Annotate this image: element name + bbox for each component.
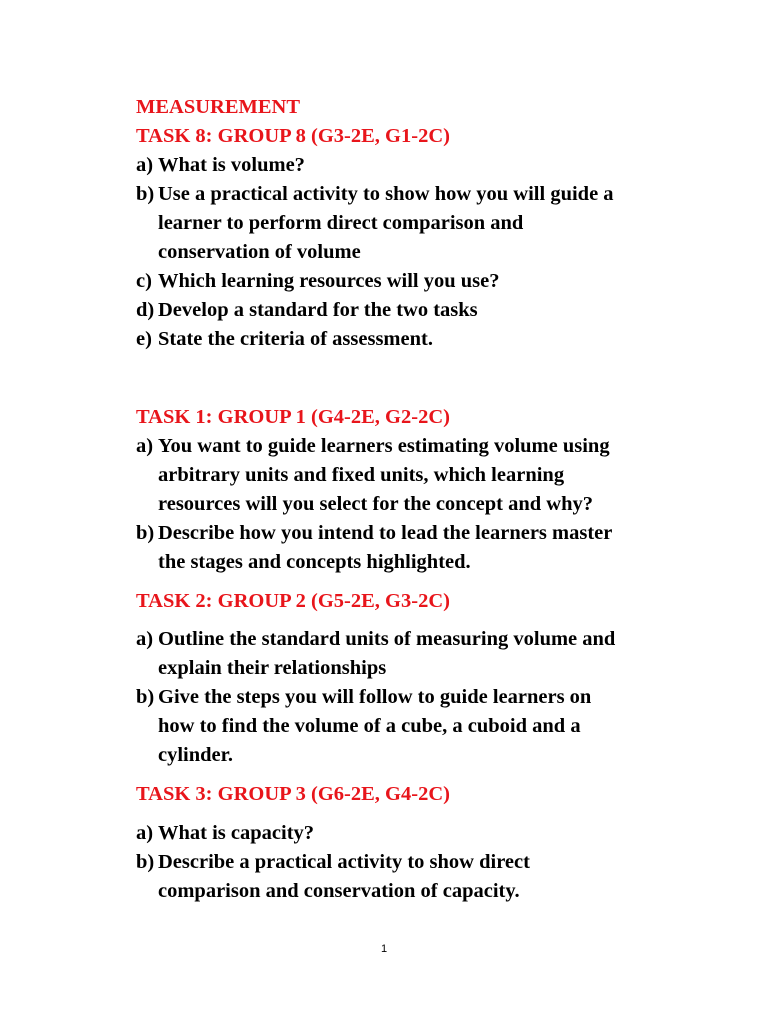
item-label: a) <box>136 628 154 650</box>
task-8-heading: TASK 8: GROUP 8 (G3-2E, G1-2C) <box>136 125 450 147</box>
task-1-item-b <box>136 519 676 577</box>
task-2-heading: TASK 2: GROUP 2 (G5-2E, G3-2C) <box>136 590 450 612</box>
item-label: b) <box>136 851 155 873</box>
task-2-item-a <box>136 625 676 683</box>
task-1-item-a <box>136 432 676 519</box>
task-8-item-d <box>136 296 676 325</box>
task-8-item-a <box>136 151 676 180</box>
item-text: resources will you select for the concept and why? <box>158 493 594 515</box>
task-3-heading: TASK 3: GROUP 3 (G6-2E, G4-2C) <box>136 783 450 805</box>
item-label: e) <box>136 328 152 350</box>
item-label: a) <box>136 435 154 457</box>
task-3-item-a <box>136 819 676 848</box>
item-label: b) <box>136 522 155 544</box>
task-3-item-b <box>136 848 676 906</box>
item-text: What is capacity? <box>158 822 315 844</box>
item-text: conservation of volume <box>158 241 361 263</box>
item-label: c) <box>136 270 152 292</box>
item-text: Which learning resources will you use? <box>158 270 500 292</box>
item-label: a) <box>136 822 154 844</box>
item-text: What is volume? <box>158 154 305 176</box>
item-text: Develop a standard for the two tasks <box>158 299 478 321</box>
item-text: Use a practical activity to show how you will guide a <box>158 183 614 205</box>
task-8-item-c <box>136 267 676 296</box>
item-text: learner to perform direct comparison and <box>158 212 524 234</box>
page-number: 1 <box>380 943 388 955</box>
item-text: State the criteria of assessment. <box>158 328 433 350</box>
task-8-item-e <box>136 325 676 354</box>
item-text: comparison and conservation of capacity. <box>158 880 520 902</box>
task-2-item-b <box>136 683 676 770</box>
item-text: Describe how you intend to lead the learners master <box>158 522 613 544</box>
item-label: b) <box>136 686 155 708</box>
task-8-item-b <box>136 180 676 267</box>
item-text: the stages and concepts highlighted. <box>158 551 471 573</box>
task-1-heading: TASK 1: GROUP 1 (G4-2E, G2-2C) <box>136 406 450 428</box>
item-label: b) <box>136 183 155 205</box>
item-label: d) <box>136 299 155 321</box>
document-title: MEASUREMENT <box>136 96 301 118</box>
item-text: cylinder. <box>158 744 233 766</box>
item-text: Give the steps you will follow to guide learners on <box>158 686 592 708</box>
item-text: Describe a practical activity to show direct <box>158 851 530 873</box>
item-text: You want to guide learners estimating volume using <box>158 435 610 457</box>
item-text: Outline the standard units of measuring volume and <box>158 628 616 650</box>
item-text: how to find the volume of a cube, a cuboid and a <box>158 715 581 737</box>
item-label: a) <box>136 154 154 176</box>
item-text: explain their relationships <box>158 657 387 679</box>
item-text: arbitrary units and fixed units, which learning <box>158 464 565 486</box>
